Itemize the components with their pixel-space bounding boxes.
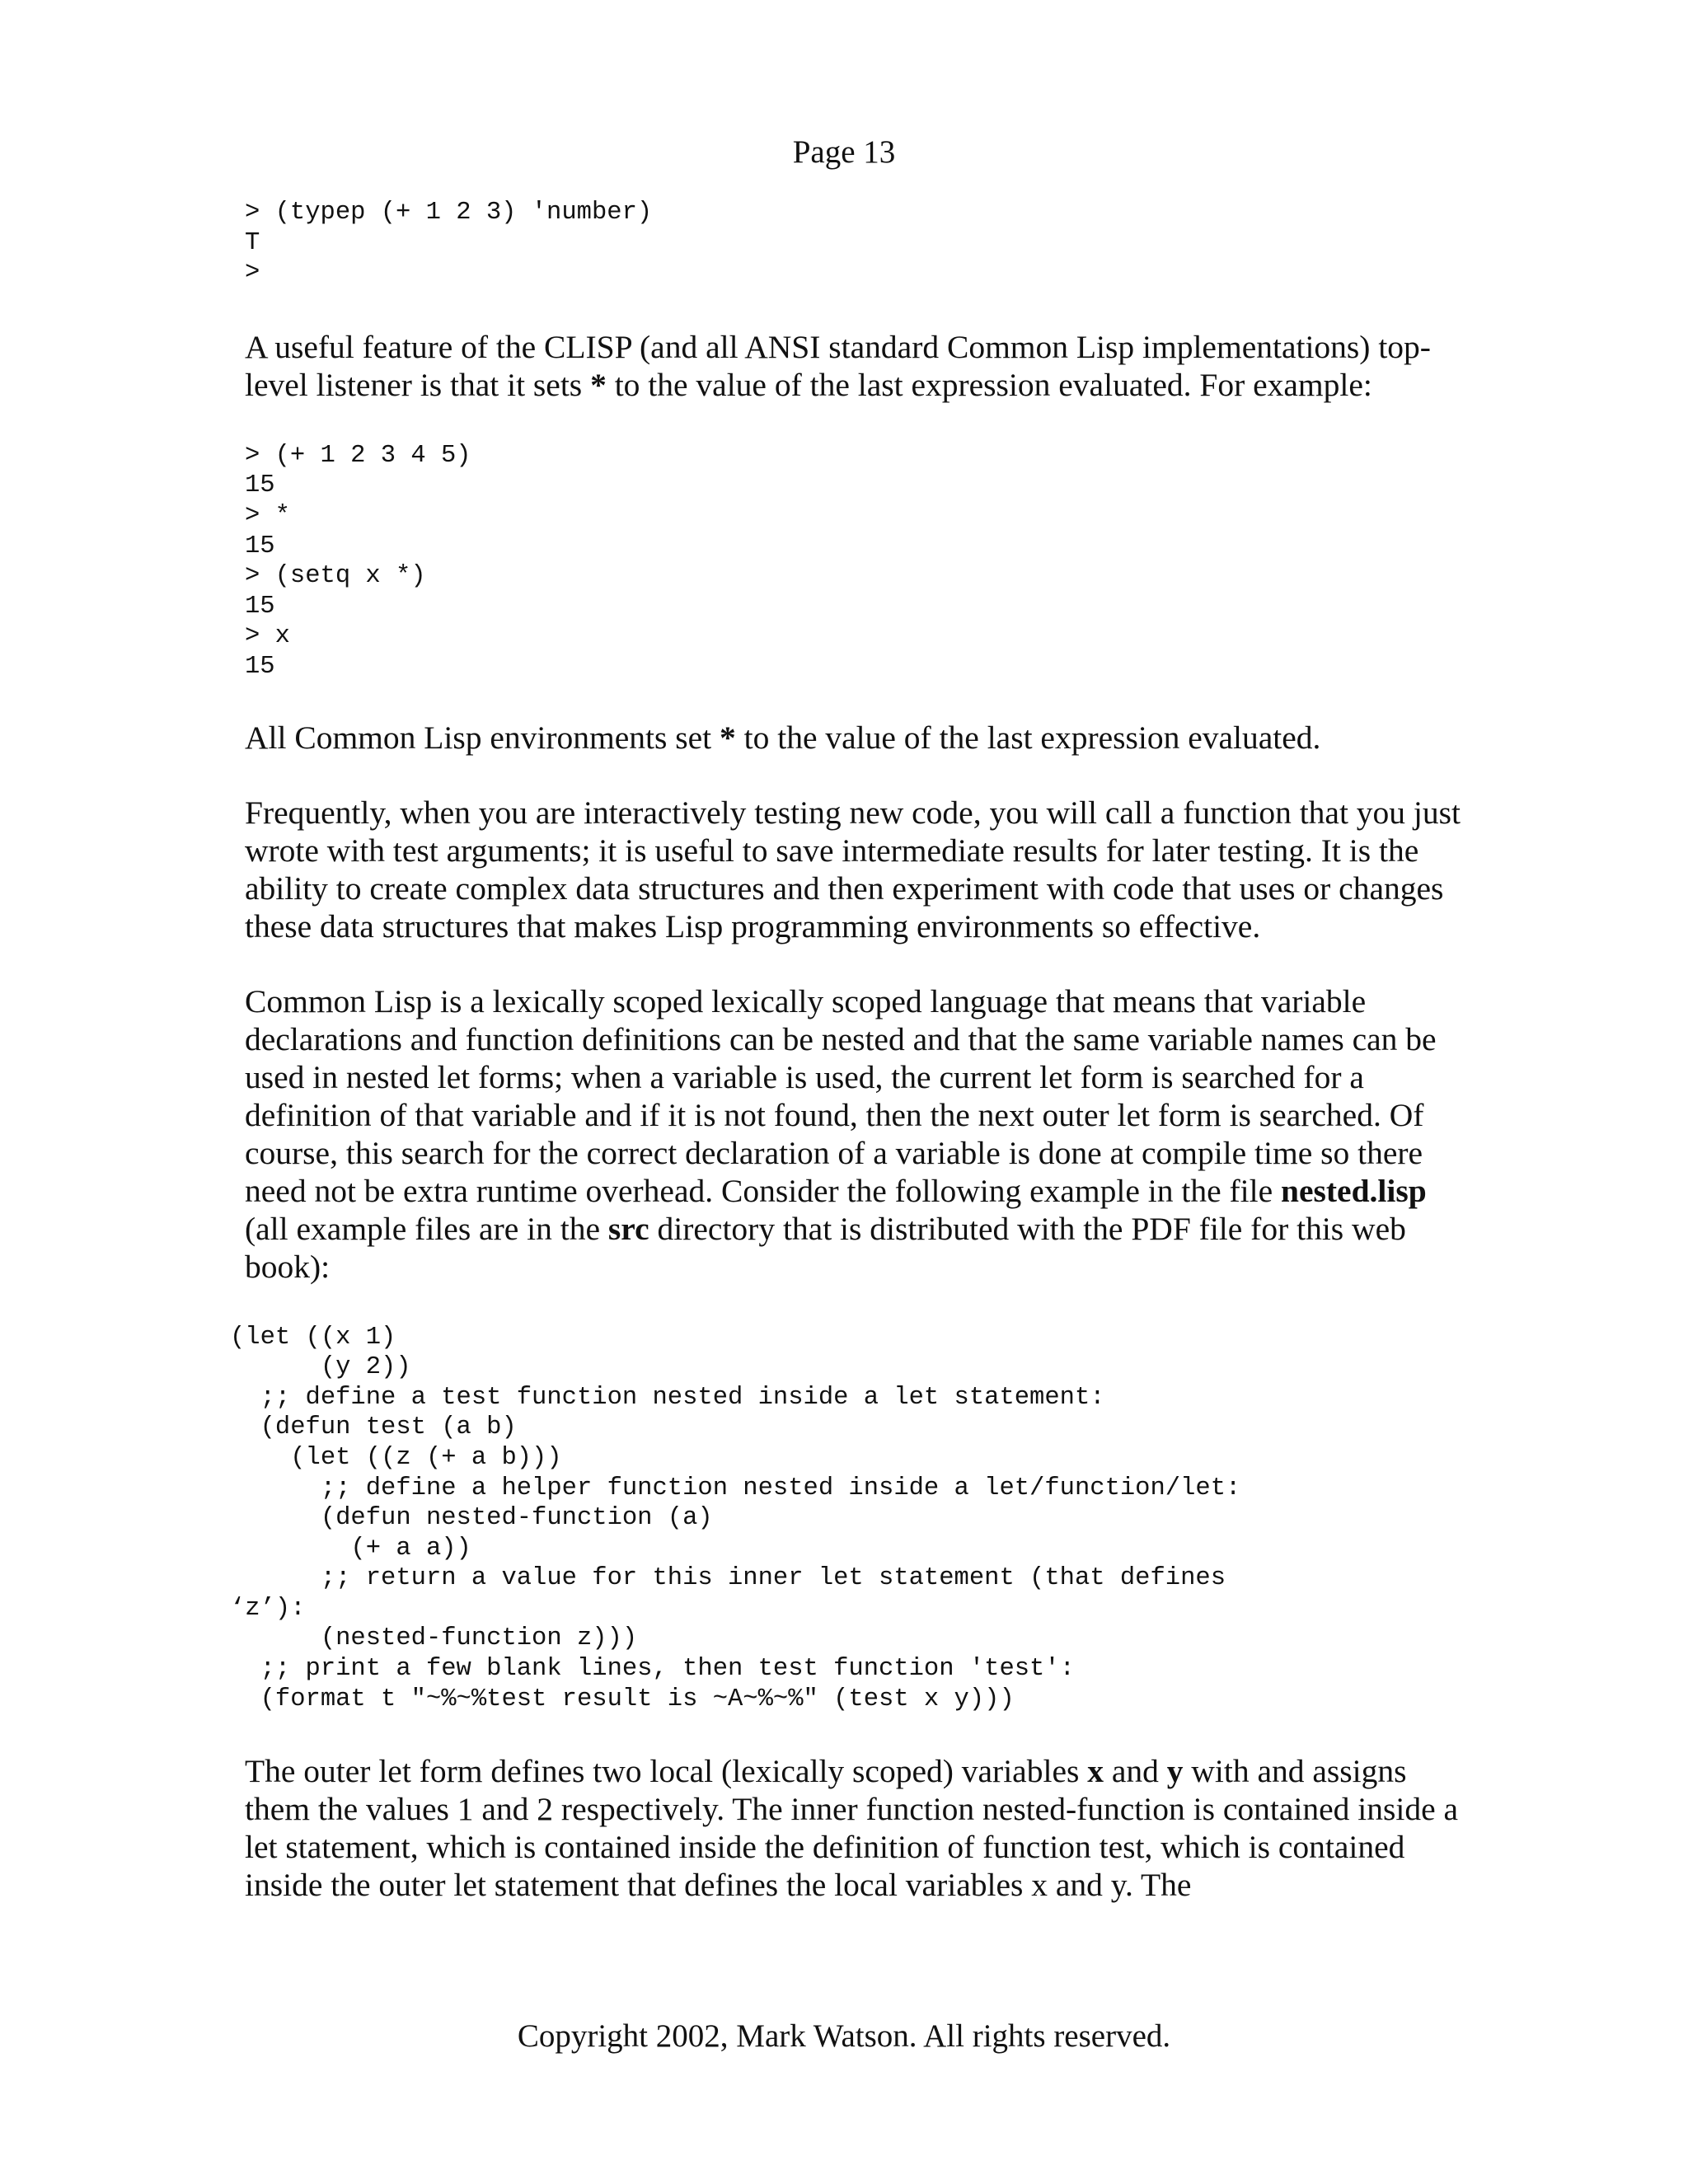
bold-variable-x: x — [1087, 1753, 1104, 1790]
bold-star: * — [720, 719, 736, 756]
page-footer: Copyright 2002, Mark Watson. All rights reserved. — [517, 2018, 1171, 2054]
text-segment: A useful feature of the CLISP (and all ANSI standard Common Lisp implementations) top-level listener is that it sets — [245, 328, 1431, 403]
text-segment: to the value of the last expression evaluated. — [735, 719, 1321, 756]
paragraph-outer-let — [245, 1752, 1465, 1904]
paragraph-lexical-scope — [245, 982, 1465, 1286]
paragraph-environments — [245, 719, 1465, 757]
code-block-typep: > (typep (+ 1 2 3) 'number) T > — [245, 199, 653, 288]
text-segment: and — [1103, 1753, 1167, 1790]
code-block-star-example: > (+ 1 2 3 4 5) 15 > * 15 > (setq x *) 15 > x 15 — [245, 441, 471, 681]
text-segment: with and assigns them the values 1 and 2 respectively. The inner function nested-function is contained inside a let statement, which is contained inside the definition of function test, which is contained inside the outer let statement that defines the local variables x and y. The — [245, 1753, 1459, 1904]
paragraph-listener-feature — [245, 328, 1465, 404]
bold-filename: nested.lisp — [1281, 1172, 1427, 1209]
text-segment: Common Lisp is a lexically scoped lexically scoped language that means that variable declarations and function definitions can be nested and that the same variable names can be used in nested let forms; when a variable is used, the current let form is searched for a definition of that variable and if it is not found, then the next outer let form is searched. Of course, this search for the correct declaration of a variable is done at compile time so there need not be extra runtime overhead. Consider the following example in the file — [245, 982, 1437, 1209]
page-content — [230, 198, 1465, 1904]
text-segment: (all example files are in the — [245, 1210, 608, 1247]
code-block-nested-lisp: (let ((x 1) (y 2)) ;; define a test function nested inside a let statement: (defun test (a b) (let ((z (+ a b))) ;; define a helper function nested inside a let/function/let: (defun nested-function (a) (+ a a)) ;; return a value for this inner let statement (that defines ‘z’): (nested-function z))) ;; print a few blank lines, then test function 'test': (format t "~%~%test result is ~A~%~%" (test x y))) — [230, 1323, 1241, 1713]
bold-directory: src — [607, 1210, 649, 1247]
text-segment: The outer let form defines two local (lexically scoped) variables — [245, 1753, 1088, 1790]
bold-star: * — [590, 366, 607, 403]
bold-variable-y: y — [1166, 1753, 1184, 1790]
text-segment: All Common Lisp environments set — [245, 719, 720, 756]
page-header: Page 13 — [792, 134, 896, 170]
text-segment: to the value of the last expression evaluated. For example: — [606, 366, 1372, 403]
text-segment: directory that is distributed with the PDF file for this web book): — [245, 1210, 1406, 1285]
paragraph-interactive-testing: Frequently, when you are interactively testing new code, you will call a function that you just wrote with test arguments; it is useful to save intermediate results for later testing. It is the ability to create complex data structures and then experiment with code that uses or changes these data structures that makes Lisp programming environments so effective. — [245, 794, 1461, 944]
